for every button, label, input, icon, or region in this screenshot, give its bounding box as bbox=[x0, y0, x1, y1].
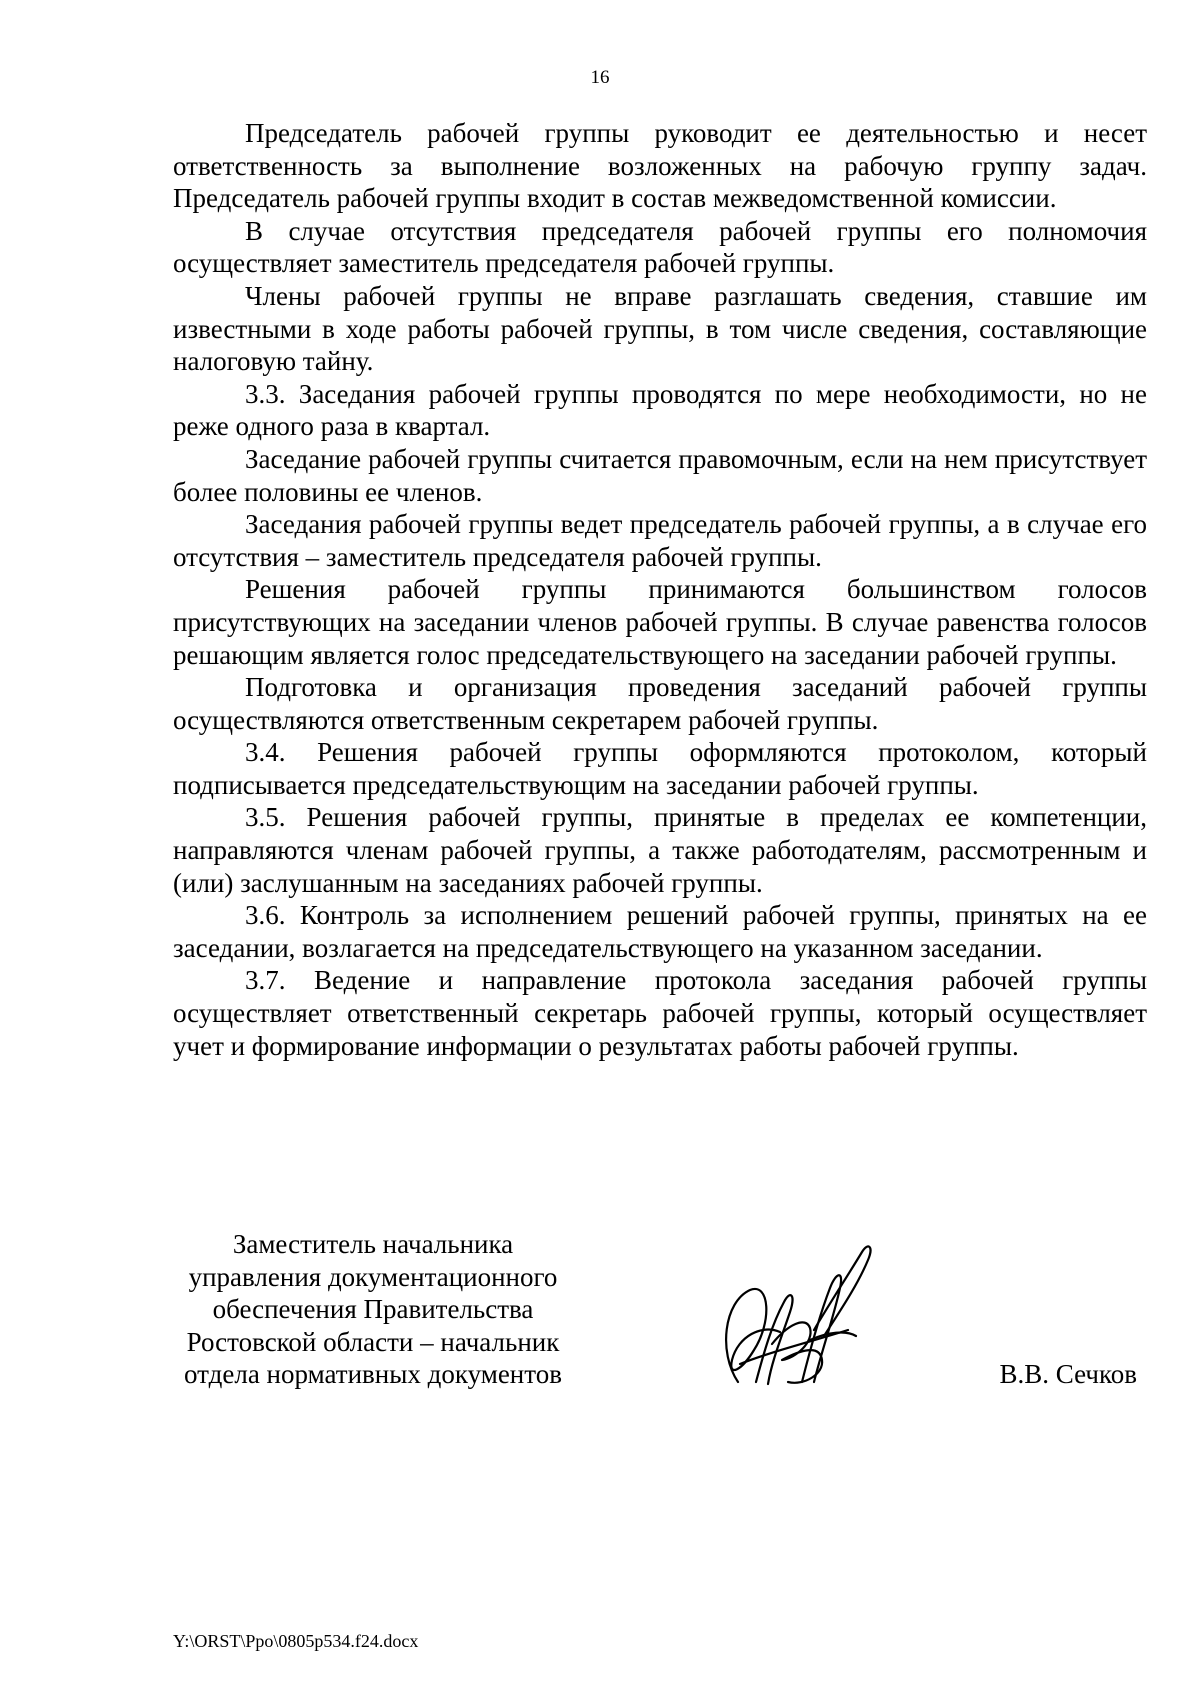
paragraph-3-6-control: 3.6. Контроль за исполнением решений рабочей группы, принятых на ее заседании, возлагается на председательствующего на указанном заседании. bbox=[173, 900, 1147, 963]
signatory-position-line: отдела нормативных документов bbox=[184, 1359, 562, 1390]
paragraph-chairman-absence: В случае отсутствия председателя рабочей группы его полномочия осуществляет заместитель председателя рабочей группы. bbox=[173, 215, 1147, 279]
signatory-position-line: управления документационного bbox=[188, 1261, 558, 1292]
page-number: 16 bbox=[590, 67, 610, 88]
paragraph-3-4-protocol: 3.4. Решения рабочей группы оформляются протоколом, который подписывается председательствующим на заседании рабочей группы. bbox=[173, 737, 1147, 800]
paragraph-voting: Решения рабочей группы принимаются большинством голосов присутствующих на заседании членов рабочей группы. В случае равенства голосов решающим является голос председательствующего на заседании рабочей группы. bbox=[173, 574, 1147, 670]
paragraph-quorum: Заседание рабочей группы считается правомочным, если на нем присутствует более половины ее членов. bbox=[173, 443, 1147, 507]
handwritten-signature-icon bbox=[710, 1232, 880, 1402]
signer-name: В.В. Сечков bbox=[999, 1359, 1137, 1389]
signatory-position-line: Ростовской области – начальник bbox=[186, 1326, 560, 1357]
footer-file-path: Y:\ORST\Ppo\0805p534.f24.docx bbox=[173, 1631, 419, 1651]
signatory-position-line: обеспечения Правительства bbox=[212, 1294, 534, 1325]
paragraph-chairman-duties: Председатель рабочей группы руководит ее деятельностью и несет ответственность за выполнение возложенных на рабочую группу задач. Председатель рабочей группы входит в состав межведомственной комиссии. bbox=[173, 118, 1147, 214]
paragraph-preparation: Подготовка и организация проведения заседаний рабочей группы осуществляются ответственным секретарем рабочей группы. bbox=[173, 672, 1147, 735]
paragraph-confidentiality: Члены рабочей группы не вправе разглашать сведения, ставшие им известными в ходе работы рабочей группы, в том числе сведения, составляющие налоговую тайну. bbox=[173, 280, 1147, 377]
signatory-position bbox=[163, 1228, 583, 1391]
paragraph-3-3-meetings: 3.3. Заседания рабочей группы проводятся по мере необходимости, но не реже одного раза в квартал. bbox=[173, 378, 1147, 442]
signatory-position-line: Заместитель начальника bbox=[232, 1229, 514, 1259]
document-body bbox=[173, 117, 1147, 1062]
paragraph-3-7-records: 3.7. Ведение и направление протокола заседания рабочей группы осуществляет ответственный секретарь рабочей группы, который осуществляет учет и формирование информации о результатах работы рабочей группы. bbox=[173, 965, 1147, 1061]
paragraph-meeting-lead: Заседания рабочей группы ведет председатель рабочей группы, а в случае его отсутствия – заместитель председателя рабочей группы. bbox=[173, 509, 1147, 572]
paragraph-3-5-decisions: 3.5. Решения рабочей группы, принятые в пределах ее компетенции, направляются членам рабочей группы, а также работодателям, рассмотренным и (или) заслушанным на заседаниях рабочей группы. bbox=[173, 802, 1147, 898]
